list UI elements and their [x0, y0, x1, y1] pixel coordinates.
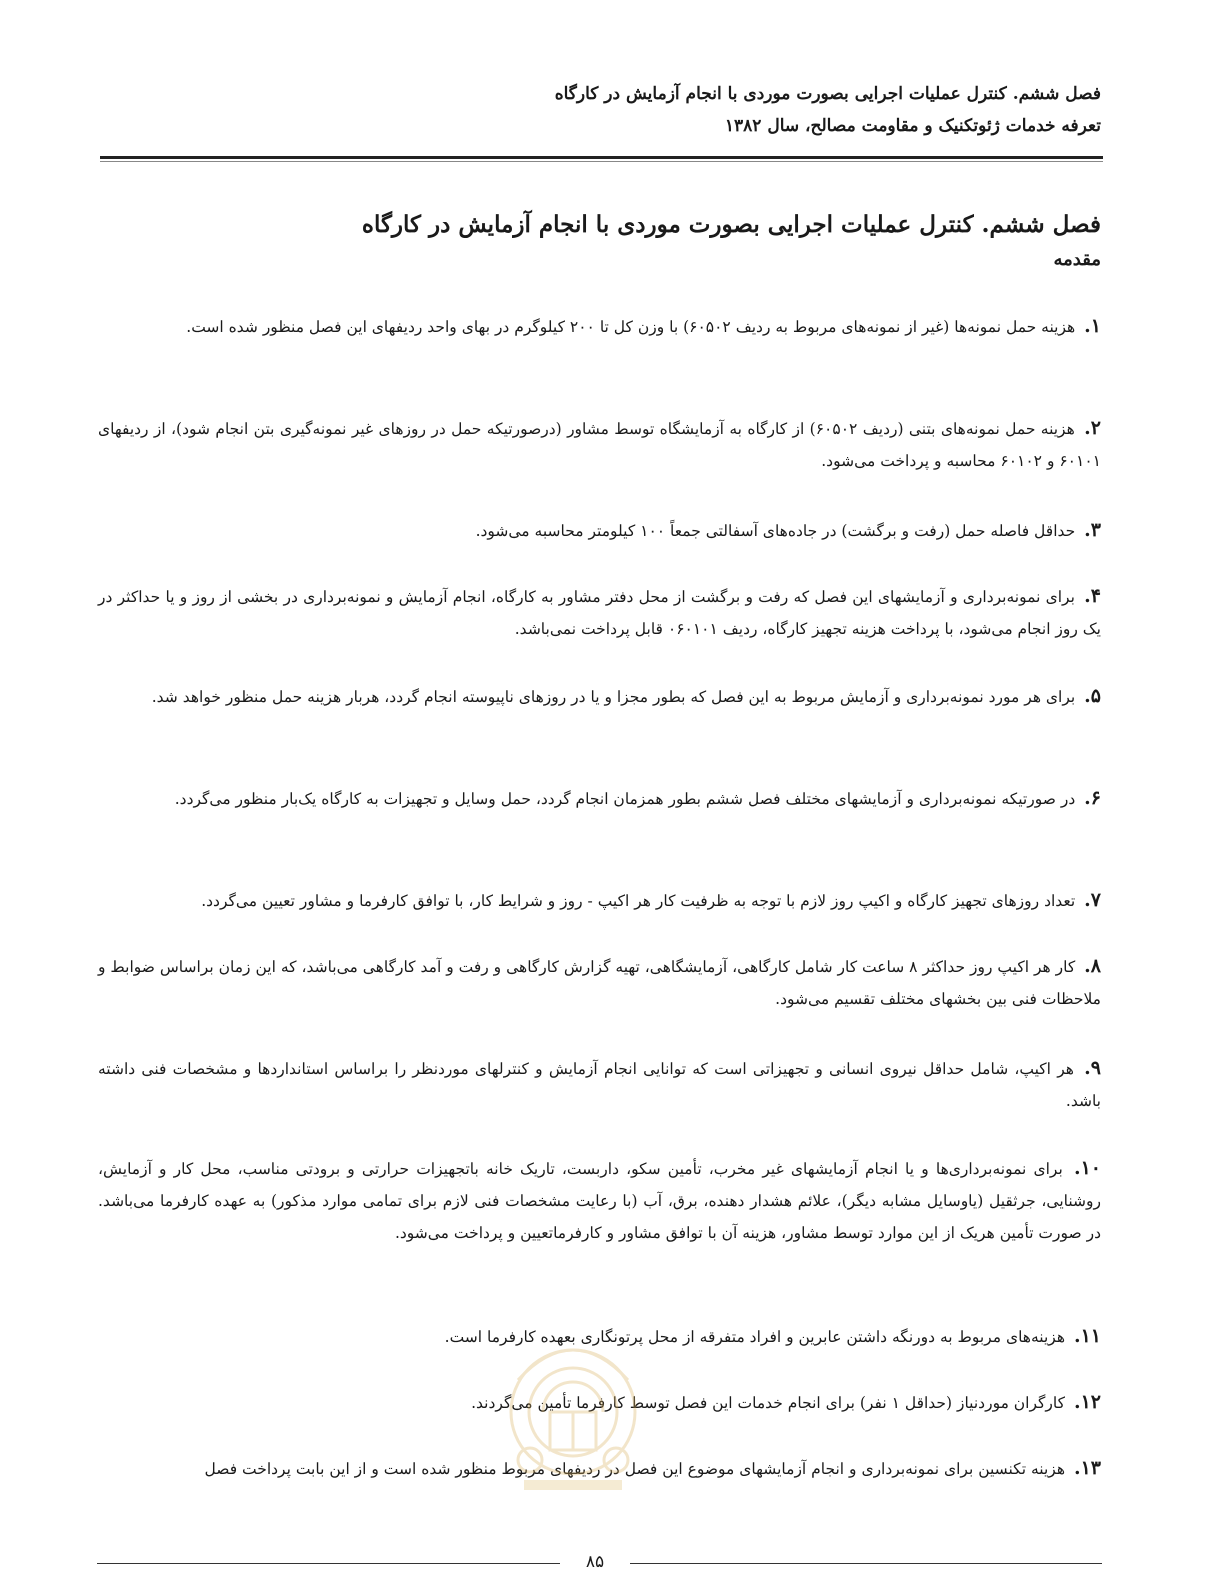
paragraph-text: کار هر اکیپ روز حداکثر ۸ ساعت کار شامل کارگاهی، آزمایشگاهی، تهیه گزارش کارگاهی و رفت و آمد کارگاهی می‌باشد، که این زمان براساس ضوابط و ملاحظات فنی بین بخشهای مختلف تقسیم می‌شود. — [98, 958, 1101, 1008]
paragraph-number: ۲. — [1084, 417, 1102, 439]
paragraph-text: هزینه حمل نمونه‌ها (غیر از نمونه‌های مربوط به ردیف ۶۰۵۰۲) با وزن کل تا ۲۰۰ کیلوگرم در بهای واحد ردیفهای این فصل منظور شده است. — [186, 318, 1076, 336]
paragraph-number: ۸. — [1084, 955, 1101, 977]
paragraph-number: ۶. — [1084, 787, 1101, 809]
paragraph-6 — [98, 782, 1101, 815]
paragraph-text: برای نمونه‌برداری و آزمایشهای این فصل که رفت و برگشت از محل دفتر مشاور به کارگاه، انجام آزمایش و نمونه‌برداری در بخشی از روز و یا حداکثر در یک روز انجام می‌شود، با پرداخت هزینه تجهیز کارگاه، ردیف ۰۶۰۱۰۱ قابل پرداخت نمی‌باشد. — [98, 588, 1101, 638]
paragraph-4 — [98, 580, 1101, 645]
paragraph-text: تعداد روزهای تجهیز کارگاه و اکیپ روز لازم با توجه به ظرفیت کار هر اکیپ - روز و شرایط کار، با توافق کارفرما و مشاور تعیین می‌گردد. — [201, 892, 1076, 910]
paragraph-7 — [98, 884, 1101, 917]
paragraph-number: ۴. — [1084, 585, 1101, 607]
paragraph-text: برای هر مورد نمونه‌برداری و آزمایش مربوط به این فصل که بطور مجزا و یا در روزهای ناپیوسته انجام گردد، هربار هزینه حمل منظور خواهد شد. — [151, 688, 1076, 706]
running-header-tariff: تعرفه خدمات ژئوتکنیک و مقاومت مصالح، سال ۱۳۸۲ — [724, 116, 1101, 136]
paragraph-number: ۷. — [1084, 889, 1101, 911]
paragraph-number: ۱. — [1084, 315, 1101, 337]
paragraph-text: کارگران موردنیاز (حداقل ۱ نفر) برای انجام خدمات این فصل توسط کارفرما تأمین می‌گردند. — [471, 1394, 1066, 1412]
header-rule-thin — [100, 161, 1103, 162]
paragraph-number: ۳. — [1084, 519, 1101, 541]
chapter-title: فصل ششم. کنترل عملیات اجرایی بصورت موردی با انجام آزمایش در کارگاه — [361, 211, 1101, 238]
paragraph-number: ۱۳. — [1073, 1457, 1101, 1479]
paragraph-text: هر اکیپ، شامل حداقل نیروی انسانی و تجهیزاتی است که توانایی انجام آزمایش و کنترلهای موردنظر را براساس استانداردها و مشخصات فنی داشته باشد. — [98, 1060, 1101, 1110]
section-heading-introduction: مقدمه — [1053, 249, 1101, 270]
paragraph-text: هزینه تکنسین برای نمونه‌برداری و انجام آزمایشهای موضوع این فصل در ردیفهای مربوط منظور شده است و از این بابت پرداخت فصل — [204, 1460, 1066, 1478]
paragraph-5 — [98, 680, 1101, 713]
watermark-seal-icon — [488, 1320, 658, 1500]
paragraph-2 — [98, 412, 1101, 477]
paragraph-text: حداقل فاصله حمل (رفت و برگشت) در جاده‌های آسفالتی جمعاً ۱۰۰ کیلومتر محاسبه می‌شود. — [475, 522, 1076, 540]
paragraph-1 — [98, 310, 1101, 343]
paragraph-text: هزینه‌های مربوط به دورنگه داشتن عابرین و افراد متفرقه از محل پرتونگاری بعهده کارفرما است. — [444, 1328, 1066, 1346]
paragraph-number: ۱۰. — [1073, 1157, 1101, 1179]
paragraph-10 — [98, 1152, 1101, 1249]
paragraph-text: در صورتیکه نمونه‌برداری و آزمایشهای مختلف فصل ششم بطور همزمان انجام گردد، حمل وسایل و تجهیزات به کارگاه یک‌بار منظور می‌گردد. — [174, 790, 1076, 808]
running-header — [101, 78, 1101, 142]
paragraph-8 — [98, 950, 1101, 1015]
paragraph-text: هزینه حمل نمونه‌های بتنی (ردیف ۶۰۵۰۲) از کارگاه به آزمایشگاه توسط مشاور (درصورتیکه حمل در روزهای غیر نمونه‌گیری بتن انجام شود)، از ردیفهای ۶۰۱۰۱ و ۶۰۱۰۲ محاسبه و پرداخت می‌شود. — [98, 420, 1101, 470]
paragraph-number: ۹. — [1084, 1057, 1101, 1079]
paragraph-9 — [98, 1052, 1101, 1117]
paragraph-text: برای نمونه‌برداری‌ها و یا انجام آزمایشهای غیر مخرب، تأمین سکو، داربست، تاریک خانه باتجهیزات حرارتی و برودتی مناسب، محل کار و آزمایش، روشنایی، جرثقیل (یاوسایل مشابه دیگر)، علائم هشدار دهنده، برق، آب (با رعایت مشخصات فنی لازم برای تمامی موارد مذکور) به عهده کارفرما می‌باشد. در صورت تأمین هریک از این موارد توسط مشاور، هزینه آن با توافق مشاور و کارفرماتعیین و پرداخت می‌شود. — [98, 1160, 1101, 1242]
paragraph-number: ۱۲. — [1073, 1391, 1101, 1413]
paragraph-3 — [98, 514, 1101, 547]
page-number: ۸۵ — [560, 1552, 630, 1572]
paragraph-number: ۱۱. — [1073, 1325, 1101, 1347]
header-rule — [100, 156, 1103, 159]
running-header-chapter: فصل ششم. کنترل عملیات اجرایی بصورت موردی با انجام آزمایش در کارگاه — [554, 84, 1101, 104]
paragraph-number: ۵. — [1084, 685, 1101, 707]
